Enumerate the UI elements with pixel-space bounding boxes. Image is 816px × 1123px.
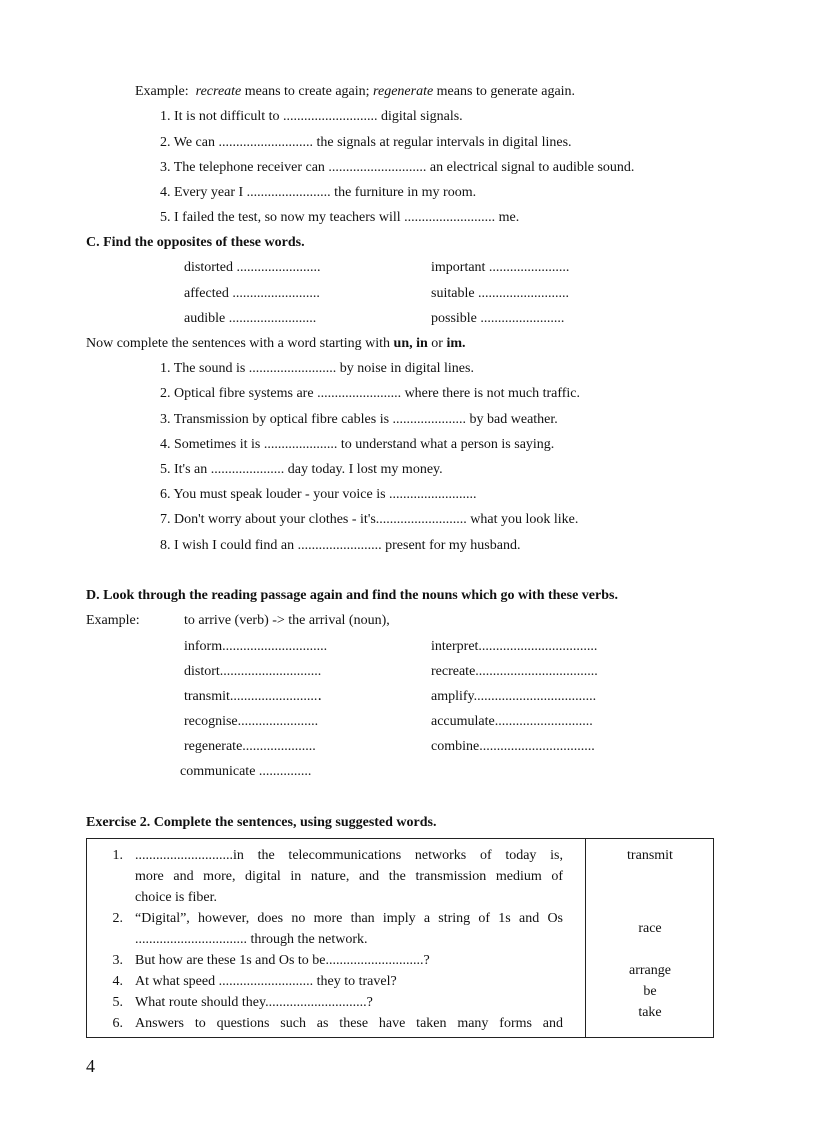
suggested-word-arrange: arrange [629, 963, 671, 978]
item-3-line-1: But how are these 1s and Os to be............................? [135, 953, 430, 968]
instruction-or: or [427, 336, 447, 351]
verb-combine: combine................................. [431, 739, 595, 754]
sentence-b-3: 3. The telephone receiver can ............................ an electrical signal to audible sound. [160, 160, 635, 175]
opposite-word-audible: audible ......................... [184, 311, 317, 326]
suggested-word-take: take [638, 1005, 662, 1020]
verb-interpret: interpret.................................. [431, 639, 598, 654]
exercise-item-5 [107, 992, 563, 1013]
exercise-item-4 [107, 971, 563, 992]
sentence-b-1: 1. It is not difficult to ........................... digital signals. [160, 109, 463, 124]
instruction-prefixes: un, in [393, 336, 428, 351]
item-number: 6. [112, 1016, 123, 1031]
opposite-word-affected: affected ......................... [184, 286, 320, 301]
item-4-line-1: At what speed ........................... they to travel? [135, 974, 397, 989]
suggested-word-be: be [643, 984, 657, 999]
item-number: 5. [112, 995, 123, 1010]
opposite-word-distorted: distorted ........................ [184, 260, 321, 275]
sentence-c-2: 2. Optical fibre systems are ........................ where there is not much traffic. [160, 386, 581, 401]
item-2-line-1: “Digital”, however, does no more than imply a string of 1s and Os [135, 911, 563, 926]
verb-amplify: amplify................................... [431, 689, 597, 704]
example-word-regenerate: regenerate [373, 84, 434, 99]
example-text-1: means to create again; [241, 84, 374, 99]
suggested-word-transmit: transmit [627, 848, 673, 863]
instruction-prefix-im: im. [446, 336, 466, 351]
example-text-2: means to generate again. [433, 84, 576, 99]
opposite-word-important: important ....................... [431, 260, 570, 275]
sentence-c-8: 8. I wish I could find an ........................ present for my husband. [160, 538, 521, 553]
exercise-item-1 [107, 845, 563, 908]
sentence-c-6: 6. You must speak louder - your voice is ......................... [160, 487, 477, 502]
verb-regenerate: regenerate..................... [184, 739, 316, 754]
sentence-b-2: 2. We can ........................... the signals at regular intervals in digital lines. [160, 135, 572, 150]
item-5-line-1: What route should they.............................? [135, 995, 373, 1010]
item-number: 4. [112, 974, 123, 989]
sentence-b-4: 4. Every year I ........................ the furniture in my room. [160, 185, 477, 200]
sentence-b-5: 5. I failed the test, so now my teachers will .......................... me. [160, 210, 520, 225]
sentence-c-5: 5. It's an ..................... day today. I lost my money. [160, 462, 443, 477]
section-c-instruction [86, 335, 466, 353]
item-number: 1. [112, 848, 123, 863]
suggested-word-race: race [638, 921, 662, 936]
section-c-heading: C. Find the opposites of these words. [86, 235, 305, 250]
verb-recognise: recognise....................... [184, 714, 319, 729]
section-d-example-text: to arrive (verb) -> the arrival (noun), [184, 613, 390, 628]
exercise-2-heading: Exercise 2. Complete the sentences, using suggested words. [86, 815, 437, 830]
verb-communicate: communicate ............... [180, 764, 312, 779]
example-line [135, 83, 575, 101]
sentence-c-3: 3. Transmission by optical fibre cables is ..................... by bad weather. [160, 412, 558, 427]
opposite-word-possible: possible ........................ [431, 311, 565, 326]
exercise-item-2 [107, 908, 563, 950]
instruction-text: Now complete the sentences with a word starting with [86, 336, 394, 351]
opposite-word-suitable: suitable .......................... [431, 286, 570, 301]
exercise-item-6 [107, 1013, 563, 1034]
item-1-line-3: choice is fiber. [135, 890, 218, 905]
item-6-line-1: Answers to questions such as these have taken many forms and [135, 1016, 563, 1031]
verb-transmit: transmit.........................․ [184, 689, 323, 704]
item-1-line-2: more and more, digital in nature, and the transmission medium of [135, 869, 563, 884]
page-number: 4 [86, 1056, 95, 1076]
exercise-item-3 [107, 950, 563, 971]
verb-distort: distort............................. [184, 664, 322, 679]
example-word-recreate: recreate [195, 84, 242, 99]
sentence-c-1: 1. The sound is ......................... by noise in digital lines. [160, 361, 474, 376]
item-2-line-2: ................................ through the network. [135, 932, 368, 947]
verb-accumulate: accumulate............................ [431, 714, 593, 729]
exercise-2-table [86, 838, 714, 1038]
item-1-line-1: ............................in the telecommunications networks of today is, [135, 848, 563, 863]
item-number: 2. [112, 911, 123, 926]
item-number: 3. [112, 953, 123, 968]
verb-recreate: recreate................................... [431, 664, 598, 679]
section-d-example-label: Example: [86, 613, 140, 628]
verb-inform: inform.............................. [184, 639, 328, 654]
example-label: Example: [135, 84, 189, 99]
sentence-c-4: 4. Sometimes it is ..................... to understand what a person is saying. [160, 437, 555, 452]
sentence-c-7: 7. Don't worry about your clothes - it's.......................... what you look like. [160, 512, 579, 527]
section-d-heading: D. Look through the reading passage again and find the nouns which go with these verbs. [86, 588, 618, 603]
